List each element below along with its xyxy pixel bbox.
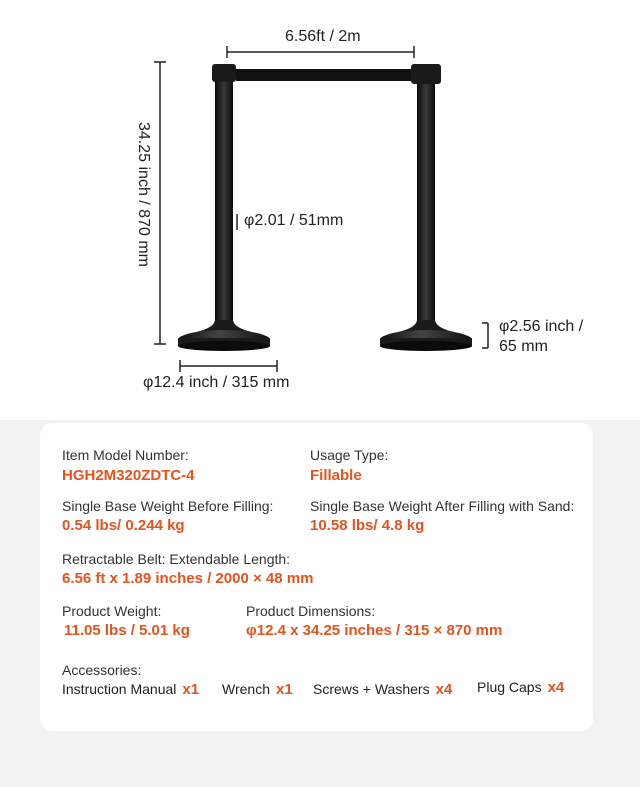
right-stanchion (380, 64, 472, 351)
weight-after-value: 10.58 lbs/ 4.8 kg (310, 517, 425, 534)
weight-before-value: 0.54 lbs/ 0.244 kg (62, 517, 185, 534)
product-weight-value: 11.05 lbs / 5.01 kg (64, 622, 190, 639)
specs-card (40, 423, 593, 731)
product-dims-value: φ12.4 x 34.25 inches / 315 × 870 mm (246, 622, 503, 639)
base-diameter-line (180, 360, 277, 372)
usage-value: Fillable (310, 467, 362, 484)
base-height-bracket (482, 323, 488, 348)
product-weight-label: Product Weight: (62, 603, 162, 619)
model-label: Item Model Number: (62, 447, 189, 463)
accessory-wrench: Wrench x1 (222, 681, 293, 698)
accessory-screws-washers: Screws + Washers x4 (313, 681, 453, 698)
base-height-label-line2: 65 mm (499, 338, 548, 355)
accessories-label: Accessories: (62, 662, 142, 678)
usage-label: Usage Type: (310, 447, 389, 463)
weight-after-label: Single Base Weight After Filling with Sand: (310, 498, 575, 514)
height-dimension-line (154, 62, 166, 344)
height-label: 34.25 inch / 870 mm (135, 122, 152, 267)
belt-value: 6.56 ft x 1.89 inches / 2000 × 48 mm (62, 570, 314, 587)
accessory-instruction-manual: Instruction Manual x1 (62, 681, 200, 698)
base-height-label-line1: φ2.56 inch / (499, 318, 584, 335)
left-stanchion (178, 64, 270, 351)
belt-label: Retractable Belt: Extendable Length: (62, 551, 291, 567)
width-label: 6.56ft / 2m (285, 28, 361, 45)
product-dims-label: Product Dimensions: (246, 603, 376, 619)
width-dimension-line (227, 46, 414, 58)
accessory-plug-caps: Plug Caps x4 (477, 679, 565, 696)
retractable-belt (236, 69, 413, 81)
model-value: HGH2M320ZDTC-4 (62, 467, 195, 484)
base-diameter-label: φ12.4 inch / 315 mm (143, 374, 290, 391)
weight-before-label: Single Base Weight Before Filling: (62, 498, 274, 514)
pole-diameter-label: φ2.01 / 51mm (244, 212, 344, 229)
